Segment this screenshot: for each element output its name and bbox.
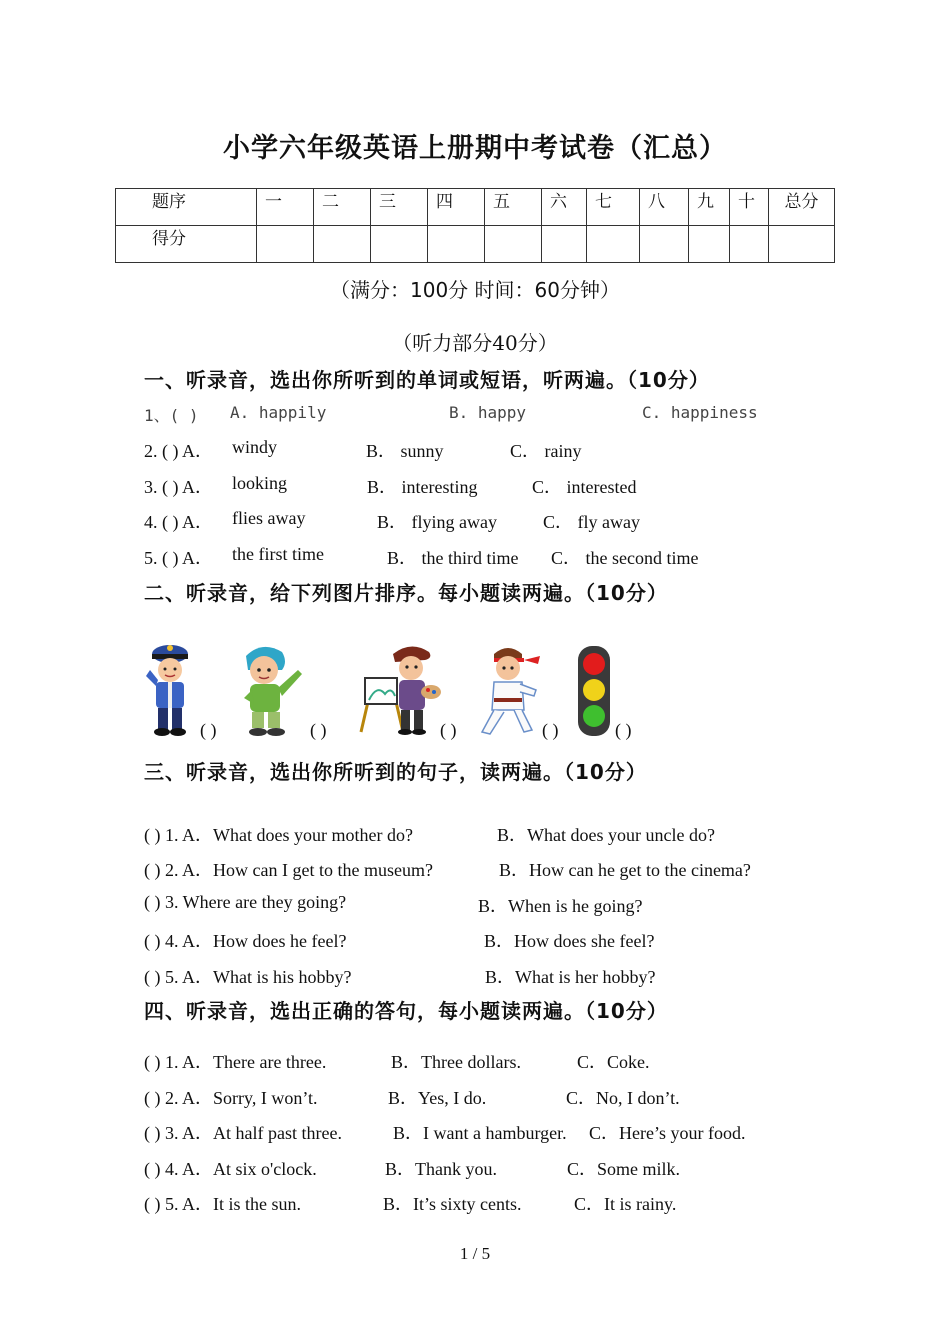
table-header-cell: 十 <box>730 189 769 226</box>
table-header-cell: 三 <box>371 189 428 226</box>
s3-q3-option-a: ( ) 3. Where are they going? <box>144 892 347 912</box>
exam-meta: （满分：100分 时间：60分钟） <box>330 278 620 302</box>
s4-q4-option-c: C．Some milk. <box>567 1159 681 1179</box>
picture-4-blank[interactable]: ( ) <box>542 720 559 740</box>
s1-q4-option-a: flies away <box>232 508 306 528</box>
score-table-score-row <box>116 226 835 263</box>
score-cell[interactable] <box>730 226 769 263</box>
s4-q3-option-b: B．I want a hamburger. <box>393 1123 567 1143</box>
picture-2-blank[interactable]: ( ) <box>310 720 327 740</box>
s4-q1-option-a: ( ) 1. A．There are three. <box>144 1052 327 1072</box>
picture-5-blank[interactable]: ( ) <box>615 720 632 740</box>
s1-q1-number: 1、( ) <box>144 406 199 425</box>
s4-q2-option-b: B．Yes, I do. <box>388 1088 487 1108</box>
table-header-cell: 八 <box>640 189 689 226</box>
score-cell[interactable] <box>371 226 428 263</box>
score-table <box>115 188 835 263</box>
s1-q2-option-b: B． sunny <box>366 441 444 461</box>
table-row-label: 得分 <box>116 226 257 263</box>
score-cell[interactable] <box>769 226 835 263</box>
score-cell[interactable] <box>485 226 542 263</box>
s4-q4-option-b: B．Thank you. <box>385 1159 497 1179</box>
s1-q5-number: 5. ( ) A． <box>144 548 213 568</box>
table-header-cell: 四 <box>428 189 485 226</box>
s4-q4-option-a: ( ) 4. A．At six o'clock. <box>144 1159 317 1179</box>
boy-picture <box>232 640 308 740</box>
s4-q2-option-a: ( ) 2. A．Sorry, I won’t. <box>144 1088 318 1108</box>
s4-q5-option-a: ( ) 5. A．It is the sun. <box>144 1194 301 1214</box>
table-header-cell: 九 <box>689 189 730 226</box>
s1-q4-option-c: C． fly away <box>543 512 640 532</box>
s3-q2-option-b: B．How can he get to the cinema? <box>499 860 751 880</box>
table-header-cell: 五 <box>485 189 542 226</box>
police-officer-picture <box>138 640 204 740</box>
s1-q3-option-c: C． interested <box>532 477 637 497</box>
section-1-title: 一、听录音，选出你所听到的单词或短语，听两遍。（10分） <box>144 368 710 392</box>
picture-1-blank[interactable]: ( ) <box>200 720 217 740</box>
s1-q3-option-a: looking <box>232 473 288 493</box>
s4-q1-option-b: B．Three dollars. <box>391 1052 521 1072</box>
s1-q2-number: 2. ( ) A． <box>144 441 213 461</box>
page-title: 小学六年级英语上册期中考试卷（汇总） <box>223 133 727 164</box>
table-header-cell: 总分 <box>769 189 835 226</box>
score-cell[interactable] <box>542 226 587 263</box>
section-2-title: 二、听录音，给下列图片排序。每小题读两遍。（10分） <box>144 581 668 605</box>
s1-q2-option-c: C． rainy <box>510 441 582 461</box>
table-header-cell: 七 <box>587 189 640 226</box>
s3-q5-option-a: ( ) 5. A．What is his hobby? <box>144 967 352 987</box>
score-cell[interactable] <box>314 226 371 263</box>
table-header-cell: 二 <box>314 189 371 226</box>
s3-q4-option-b: B．How does she feel? <box>484 931 655 951</box>
painter-picture <box>355 640 445 740</box>
page-number: 1 / 5 <box>459 1244 491 1263</box>
score-cell[interactable] <box>428 226 485 263</box>
table-header-cell: 六 <box>542 189 587 226</box>
s1-q4-number: 4. ( ) A． <box>144 512 213 532</box>
score-cell[interactable] <box>257 226 314 263</box>
s1-q1-option-b: B. happy <box>449 403 527 422</box>
s3-q5-option-b: B．What is her hobby? <box>485 967 656 987</box>
s1-q2-option-a: windy <box>232 437 277 457</box>
s1-q3-number: 3. ( ) A． <box>144 477 213 497</box>
s3-q1-option-a: ( ) 1. A．What does your mother do? <box>144 825 413 845</box>
s3-q3-option-b: B．When is he going? <box>478 896 643 916</box>
s3-q4-option-a: ( ) 4. A．How does he feel? <box>144 931 347 951</box>
s4-q3-option-a: ( ) 3. A．At half past three. <box>144 1123 342 1143</box>
score-cell[interactable] <box>689 226 730 263</box>
s1-q4-option-b: B． flying away <box>377 512 497 532</box>
s1-q5-option-a: the first time <box>232 544 324 564</box>
s4-q2-option-c: C．No, I don’t. <box>566 1088 680 1108</box>
s3-q2-option-a: ( ) 2. A．How can I get to the museum? <box>144 860 433 880</box>
score-cell[interactable] <box>587 226 640 263</box>
s4-q5-option-b: B．It’s sixty cents. <box>383 1194 522 1214</box>
s1-q5-option-c: C． the second time <box>551 548 699 568</box>
s3-q1-option-b: B．What does your uncle do? <box>497 825 715 845</box>
s1-q5-option-b: B． the third time <box>387 548 519 568</box>
s1-q1-option-c: C. happiness <box>642 403 758 422</box>
picture-3-blank[interactable]: ( ) <box>440 720 457 740</box>
section-4-title: 四、听录音，选出正确的答句，每小题读两遍。（10分） <box>144 999 668 1023</box>
score-cell[interactable] <box>640 226 689 263</box>
table-header-cell: 一 <box>257 189 314 226</box>
s4-q5-option-c: C．It is rainy. <box>574 1194 677 1214</box>
table-header-cell: 题序 <box>116 189 257 226</box>
traffic-light-picture <box>576 644 612 738</box>
s1-q3-option-b: B． interesting <box>367 477 478 497</box>
karate-picture <box>474 640 544 740</box>
score-table-header-row <box>116 189 835 226</box>
s4-q3-option-c: C．Here’s your food. <box>589 1123 746 1143</box>
section-3-title: 三、听录音，选出你所听到的句子，读两遍。（10分） <box>144 760 647 784</box>
listening-header: （听力部分40分） <box>392 331 558 355</box>
s1-q1-option-a: A. happily <box>230 403 327 422</box>
s4-q1-option-c: C．Coke. <box>577 1052 650 1072</box>
